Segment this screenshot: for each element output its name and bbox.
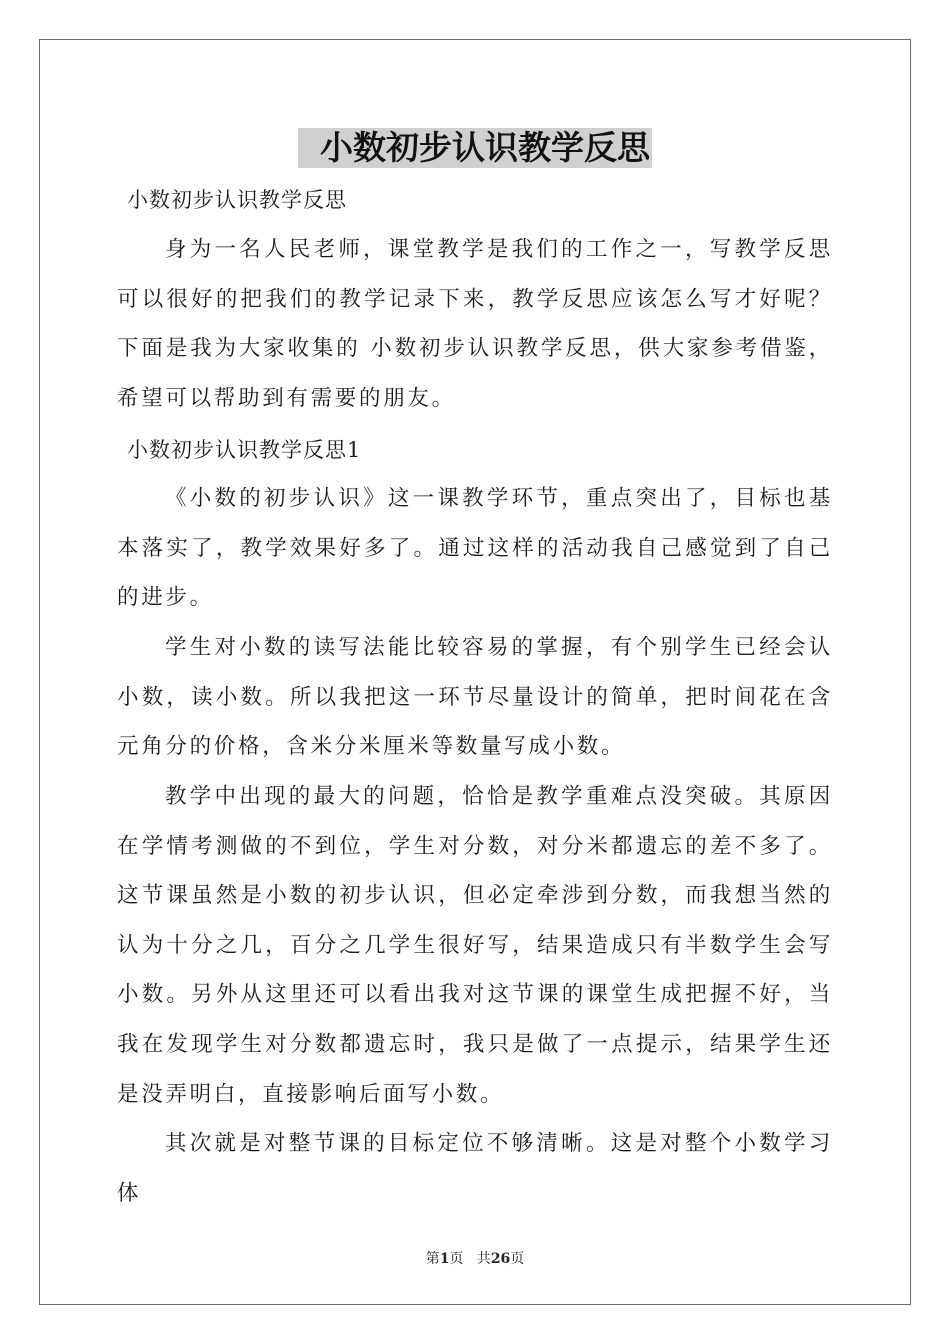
body-paragraph: 《小数的初步认识》这一课教学环节，重点突出了，目标也基本落实了，教学效果好多了。通过这样的活动我自己感觉到了自己的进步。 <box>117 486 833 611</box>
title-container <box>0 128 950 168</box>
page-number: 1 <box>439 1251 450 1267</box>
body-paragraph: 其次就是对整节课的目标定位不够清晰。这是对整个小数学习体 <box>117 1131 833 1206</box>
body-paragraph: 教学中出现的最大的问题，恰恰是教学重难点没突破。其原因在学情考测做的不到位，学生对分数，对分米都遗忘的差不多了。这节课虽然是小数的初步认识，但必定牵涉到分数，而我想当然的认为十分之几，百分之几学生很好写，结果造成只有半数学生会写小数。另外从这里还可以看出我对这节课的课堂生成把握不好，当我在发现学生对分数都遗忘时，我只是做了一点提示，结果学生还是没弄明白，直接影响后面写小数。 <box>117 784 833 1107</box>
document-title: 小数初步认识教学反思 <box>298 128 652 168</box>
intro-paragraph: 身为一名人民老师，课堂教学是我们的工作之一，写教学反思可以很好的把我们的教学记录下来，教学反思应该怎么写才好呢？下面是我为大家收集的 小数初步认识教学反思，供大家参考借鉴，希望可以帮助到有需要的朋友。 <box>117 237 833 411</box>
document-subtitle: 小数初步认识教学反思 <box>127 188 347 212</box>
page-prefix: 第 <box>425 1251 440 1267</box>
page-footer <box>0 1250 950 1268</box>
body-paragraph: 学生对小数的读写法能比较容易的掌握，有个别学生已经会认小数，读小数。所以我把这一环节尽量设计的简单，把时间花在含元角分的价格，含米分米厘米等数量写成小数。 <box>117 635 833 760</box>
total-suffix: 页 <box>510 1251 525 1267</box>
total-pages: 26 <box>490 1251 511 1267</box>
total-prefix: 共 <box>476 1251 491 1267</box>
page-suffix: 页 <box>449 1251 464 1267</box>
section-heading: 小数初步认识教学反思1 <box>127 438 362 462</box>
